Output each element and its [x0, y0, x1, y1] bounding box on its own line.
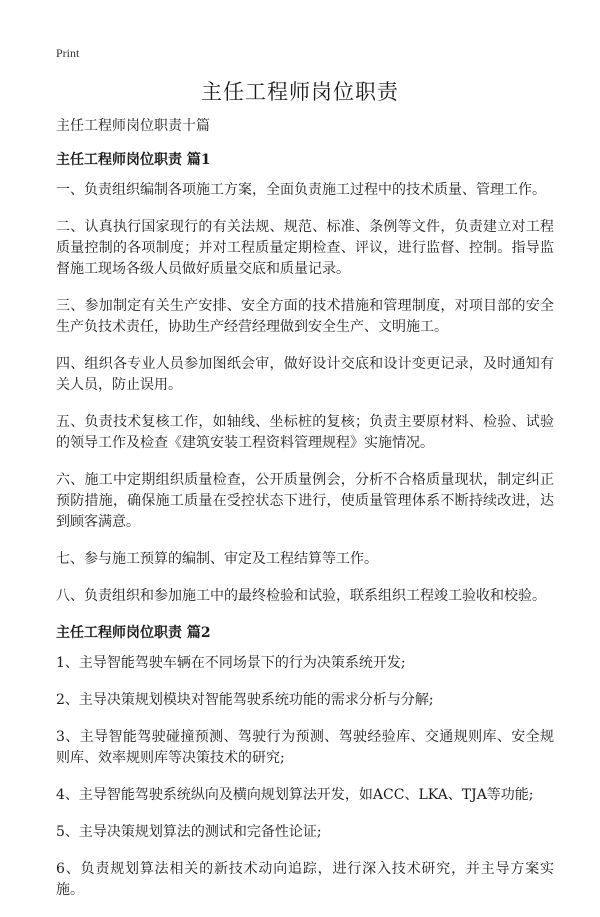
document-subtitle: 主任工程师岗位职责十篇 [56, 118, 210, 134]
duty-list [56, 180, 554, 607]
page-title: 主任工程师岗位职责 [201, 80, 399, 104]
list-item: 七、参与施工预算的编制、审定及工程结算等工作。 [56, 551, 378, 567]
list-item: 三、参加制定有关生产安排、安全方面的技术措施和管理制度，对项目部的安全生产负技术责任，协助生产经营经理做到安全生产、文明施工。 [56, 298, 554, 335]
section-1 [56, 150, 554, 607]
list-item: 2、主导决策规划模块对智能驾驶系统功能的需求分析与分解; [56, 692, 434, 708]
list-item: 四、组织各专业人员参加图纸会审，做好设计交底和设计变更记录，及时通知有关人员，防止误用。 [56, 356, 554, 393]
list-item: 八、负责组织和参加施工中的最终检验和试验，联系组织工程竣工验收和校验。 [56, 588, 546, 604]
list-item: 五、负责技术复核工作，如轴线、坐标桩的复核；负责主要原材料、检验、试验的领导工作及检查《建筑安装工程资料管理规程》实施情况。 [56, 414, 554, 451]
duty-list [56, 653, 554, 901]
section-heading: 主任工程师岗位职责 篇2 [56, 625, 211, 641]
list-item: 6、负责规划算法相关的新技术动向追踪，进行深入技术研究，并主导方案实施。 [56, 861, 554, 898]
section-2 [56, 623, 554, 901]
list-item: 1、主导智能驾驶车辆在不同场景下的行为决策系统开发; [56, 655, 406, 671]
list-item: 六、施工中定期组织质量检查，公开质量例会，分析不合格质量现状，制定纠正预防措施，确保施工质量在受控状态下进行，使质量管理体系不断持续改进，达到顾客满意。 [56, 472, 554, 530]
print-link[interactable]: Print [56, 46, 80, 60]
list-item: 一、负责组织编制各项施工方案，全面负责施工过程中的技术质量、管理工作。 [56, 182, 546, 198]
section-heading: 主任工程师岗位职责 篇1 [56, 152, 211, 168]
list-item: 4、主导智能驾驶系统纵向及横向规划算法开发，如ACC、LKA、TJA等功能; [56, 787, 534, 803]
list-item: 5、主导决策规划算法的测试和完备性论证; [56, 824, 322, 840]
document-content [56, 116, 554, 917]
list-item: 二、认真执行国家现行的有关法规、规范、标准、条例等文件，负责建立对工程质量控制的各项制度；并对工程质量定期检查、评议，进行监督、控制。指导监督施工现场各级人员做好质量交底和质量记录。 [56, 219, 554, 277]
list-item: 3、主导智能驾驶碰撞预测、驾驶行为预测、驾驶经验库、交通规则库、安全规则库、效率规则库等决策技术的研究; [56, 729, 554, 766]
